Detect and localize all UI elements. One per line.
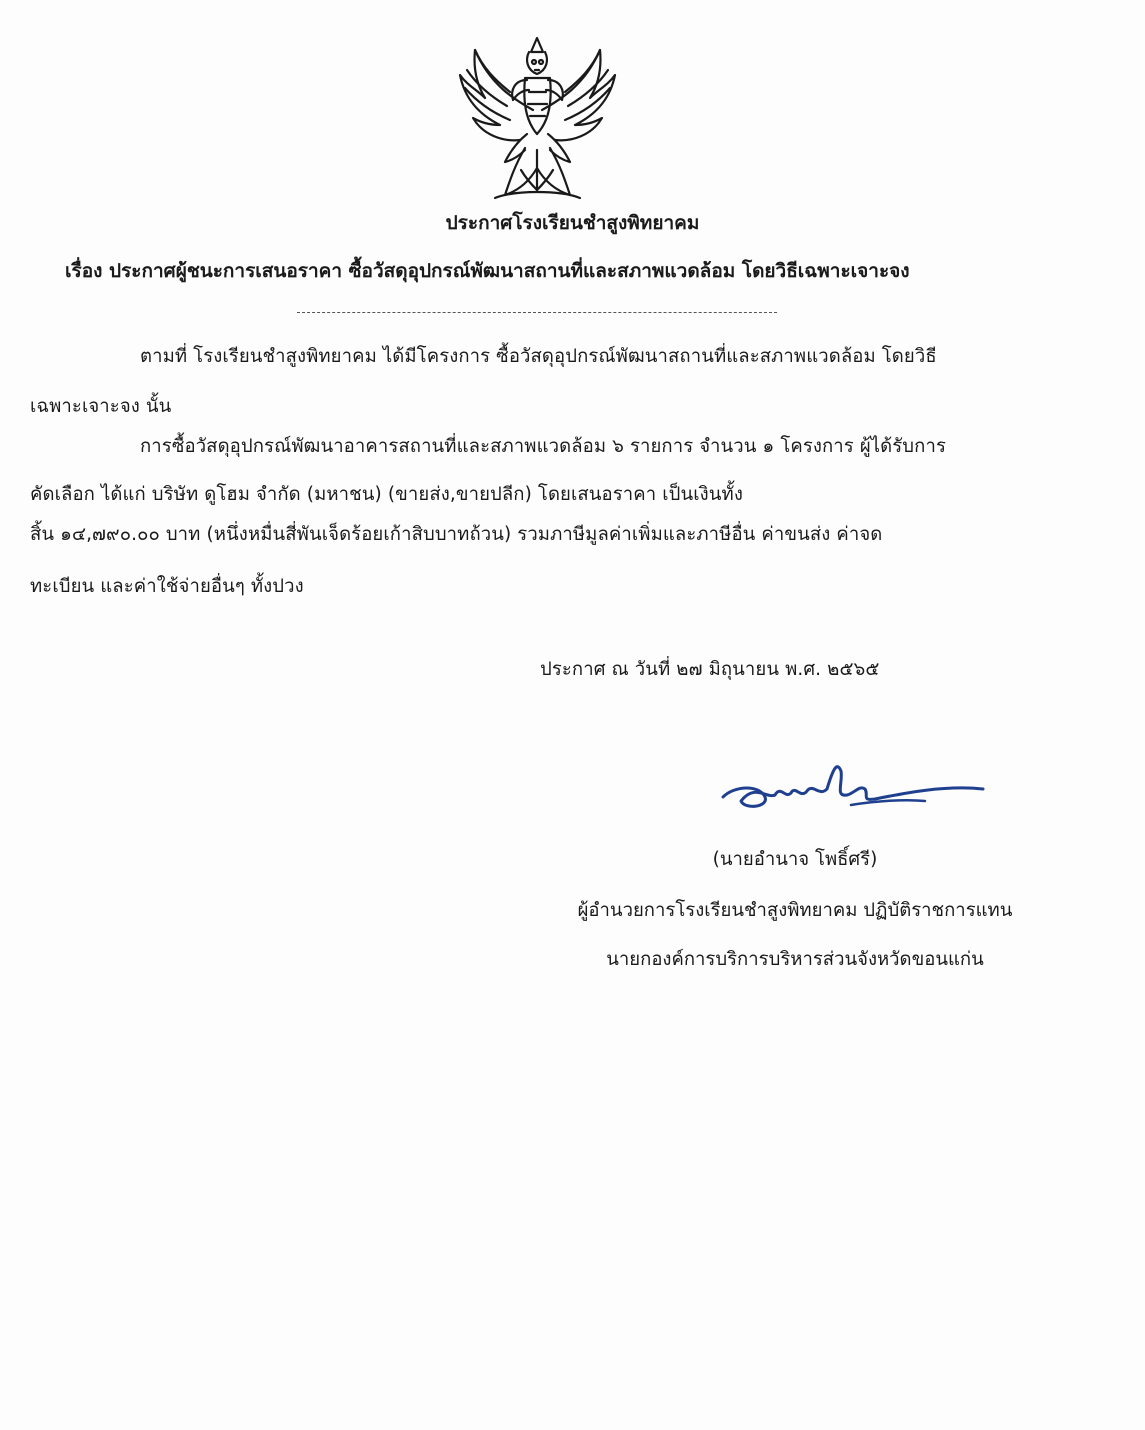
document-title: ประกาศโรงเรียนชำสูงพิทยาคม xyxy=(445,212,700,234)
paragraph-2-line-1: การซื้อวัสดุอุปกรณ์พัฒนาอาคารสถานที่และสภาพแวดล้อม ๖ รายการ จำนวน ๑ โครงการ ผู้ได้รับการ xyxy=(140,436,946,457)
paragraph-2-line-2: คัดเลือก ได้แก่ บริษัท ดูโฮม จำกัด (มหาชน) (ขายส่ง,ขายปลีก) โดยเสนอราคา เป็นเงินทั้ง xyxy=(30,484,743,505)
garuda-emblem-icon xyxy=(455,30,620,205)
signatory-position-line-1: ผู้อำนวยการโรงเรียนชำสูงพิทยาคม ปฏิบัติราชการแทน xyxy=(577,900,1013,921)
signatory-name: (นายอำนาจ โพธิ์ศรี) xyxy=(712,849,878,870)
paragraph-1-line-1: ตามที่ โรงเรียนชำสูงพิทยาคม ได้มีโครงการ ซื้อวัสดุอุปกรณ์พัฒนาสถานที่และสภาพแวดล้อม โดยวิธี xyxy=(140,346,937,367)
paragraph-2-line-4: ทะเบียน และค่าใช้จ่ายอื่นๆ ทั้งปวง xyxy=(30,576,304,597)
handwritten-signature-icon xyxy=(715,755,990,820)
document-subject: เรื่อง ประกาศผู้ชนะการเสนอราคา ซื้อวัสดุอุปกรณ์พัฒนาสถานที่และสภาพแวดล้อม โดยวิธีเฉพาะเจาะจง xyxy=(65,260,910,282)
signatory-position-line-2: นายกองค์การบริการบริหารส่วนจังหวัดขอนแก่น xyxy=(606,949,984,970)
paragraph-1-line-2: เฉพาะเจาะจง นั้น xyxy=(30,396,172,417)
title-divider xyxy=(297,312,777,313)
announcement-date: ประกาศ ณ วันที่ ๒๗ มิถุนายน พ.ศ. ๒๕๖๕ xyxy=(540,659,880,680)
paragraph-2-line-3: สิ้น ๑๔,๗๙๐.๐๐ บาท (หนึ่งหมื่นสี่พันเจ็ดร้อยเก้าสิบบาทถ้วน) รวมภาษีมูลค่าเพิ่มและภาษีอื่น ค่าขนส่ง ค่าจด xyxy=(30,524,883,545)
